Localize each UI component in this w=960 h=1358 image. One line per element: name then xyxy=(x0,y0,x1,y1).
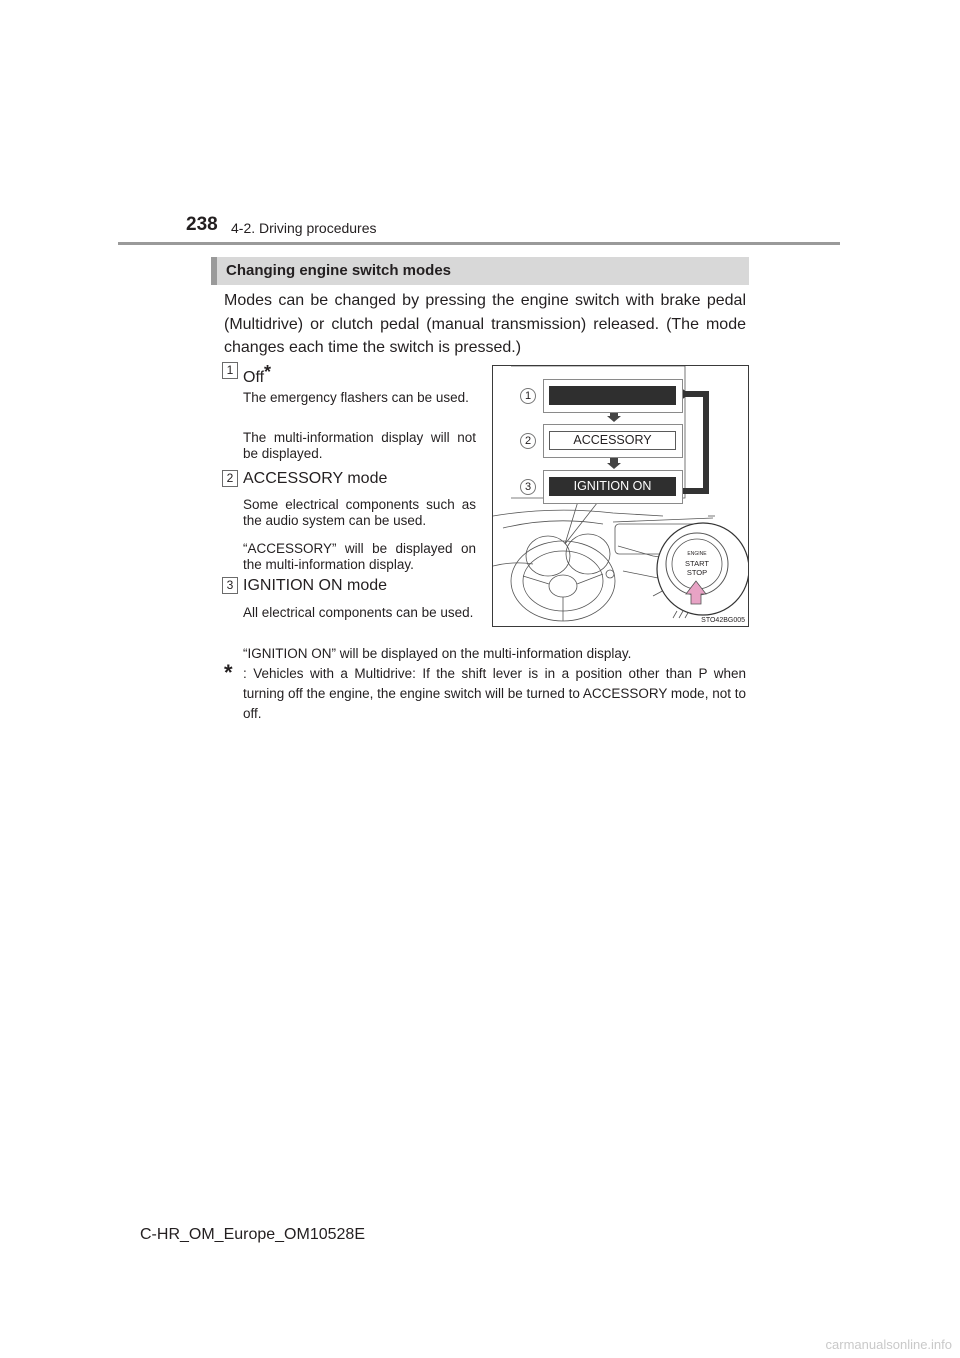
engine-start-stop-button xyxy=(679,550,715,577)
footnote-asterisk: * xyxy=(224,660,233,685)
sub-heading-bar xyxy=(211,257,749,285)
header-divider xyxy=(118,242,840,245)
item-body: Some electrical components such as the audio system can be used. xyxy=(243,497,476,528)
item-title-text: Off xyxy=(243,369,265,386)
callout-number: 3 xyxy=(520,479,536,495)
asterisk-mark: * xyxy=(264,362,272,382)
item-title: IGNITION ON mode xyxy=(243,577,388,594)
section-title: 4-2. Driving procedures xyxy=(231,220,377,236)
item-number-box: 1 xyxy=(222,362,238,379)
item-number-box: 3 xyxy=(222,577,238,594)
button-label: STOP xyxy=(686,568,708,577)
item-number-box: 2 xyxy=(222,470,238,487)
item-body: “ACCESSORY” will be displayed on the multi-information display. xyxy=(243,541,476,572)
figure-reference-code: STO42BG005 xyxy=(701,617,745,624)
item-body: All electrical components can be used. xyxy=(243,605,474,620)
item-body: The multi-information display will not be displayed. xyxy=(243,430,476,461)
footer-document-id: C-HR_OM_Europe_OM10528E xyxy=(140,1226,365,1243)
display-accessory: ACCESSORY xyxy=(549,431,676,450)
button-label: ENGINE xyxy=(687,551,707,557)
footnote-text: : Vehicles with a Multidrive: If the shift lever is in a position other than P when turning off the engine, the engine switch will be turned to ACCESSORY mode, not to off. xyxy=(243,666,746,721)
callout-number: 2 xyxy=(520,433,536,449)
display-off xyxy=(549,386,676,405)
intro-paragraph: Modes can be changed by pressing the engine switch with brake pedal (Multidrive) or clutch pedal (manual transmission) released. (The mode changes each time the switch is pressed.) xyxy=(224,292,746,356)
item-body: The emergency flashers can be used. xyxy=(243,390,469,405)
item-title xyxy=(243,362,271,387)
sub-heading: Changing engine switch modes xyxy=(226,262,452,279)
callout-number: 1 xyxy=(520,388,536,404)
item-body: “IGNITION ON” will be displayed on the multi-information display. xyxy=(243,646,632,661)
page-number: 238 xyxy=(186,214,218,235)
display-ignition-on: IGNITION ON xyxy=(549,477,676,496)
engine-switch-illustration xyxy=(492,365,749,627)
button-label: START xyxy=(685,559,709,568)
watermark: carmanualsonline.info xyxy=(825,1337,952,1352)
item-title: ACCESSORY mode xyxy=(243,470,388,487)
